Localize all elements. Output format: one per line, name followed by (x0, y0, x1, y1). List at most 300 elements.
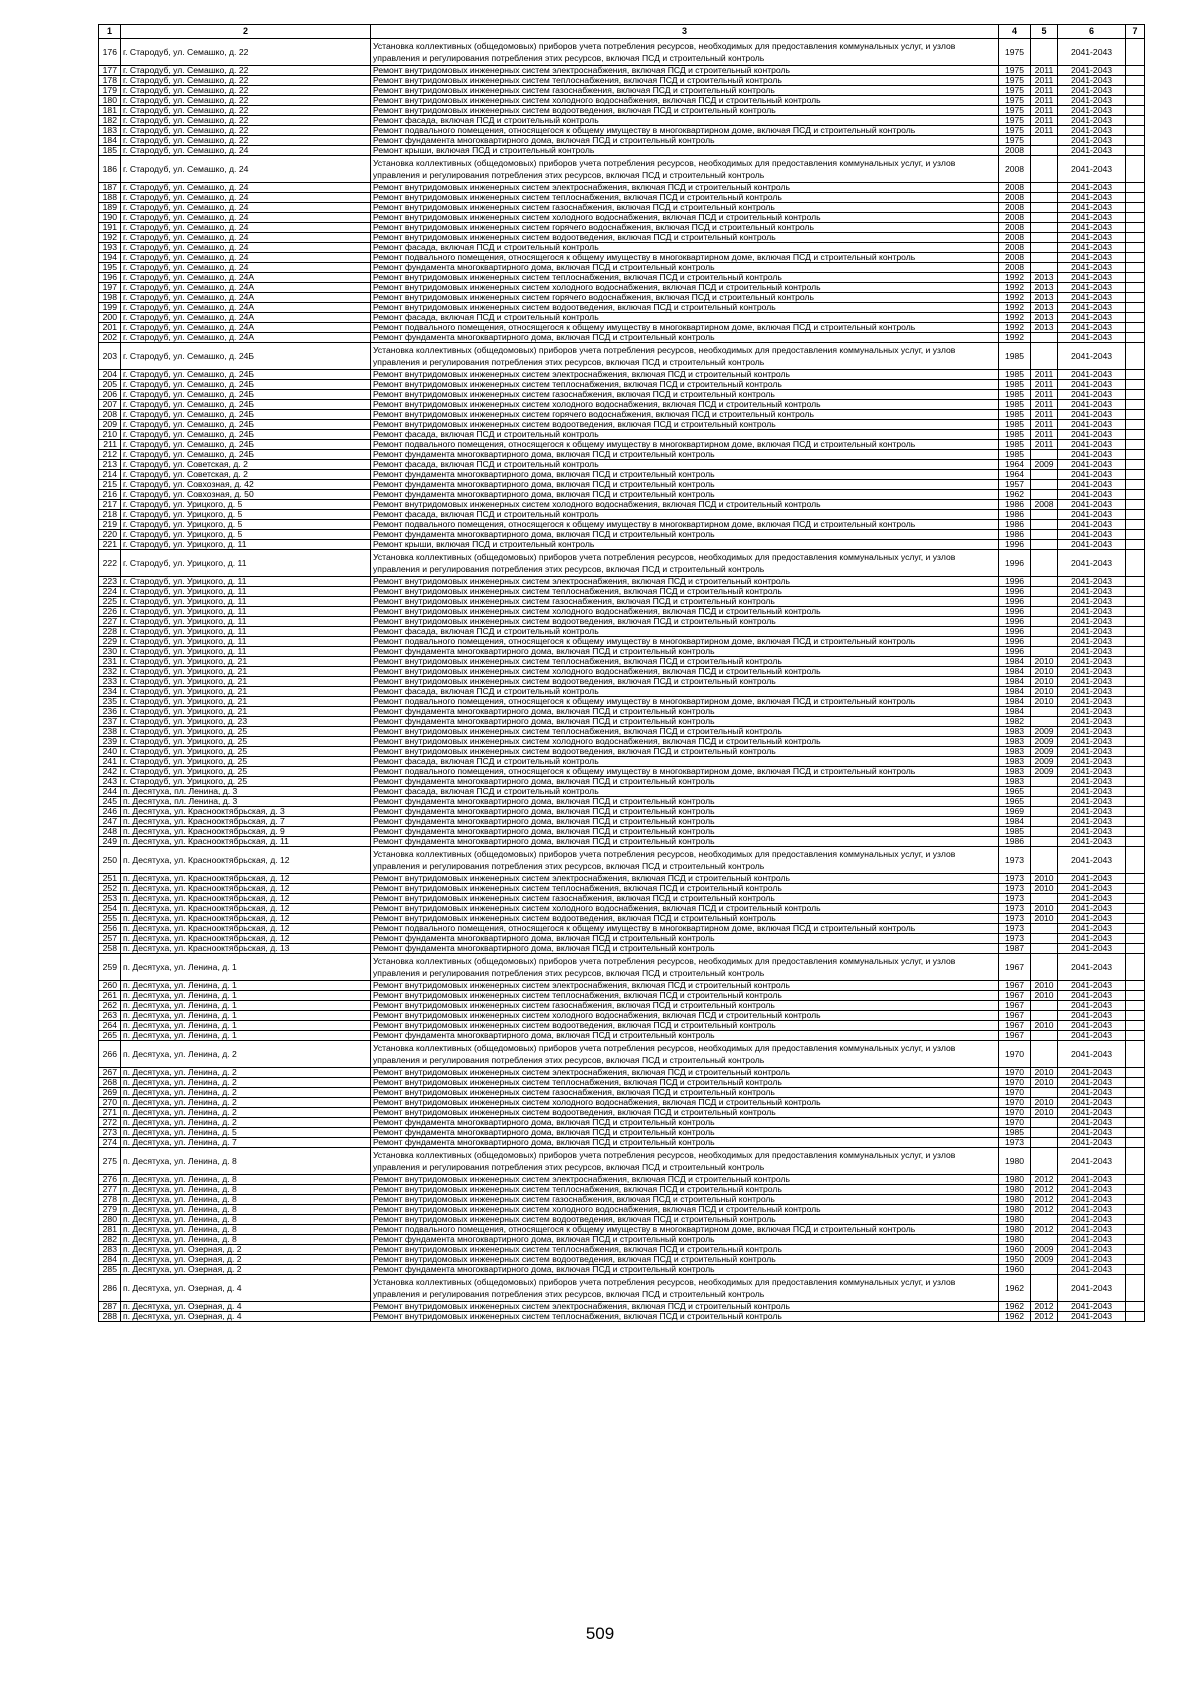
address-cell: г. Стародуб, ул. Урицкого, д. 21 (121, 697, 371, 707)
last-repair-year-cell (1031, 847, 1058, 874)
year-built-cell: 1980 (999, 1148, 1031, 1175)
table-row (99, 510, 1145, 520)
work-description-cell: Ремонт внутридомовых инженерных систем газоснабжения, включая ПСД и строительный контроль (371, 1088, 999, 1098)
row-number-cell: 235 (99, 697, 121, 707)
last-repair-year-cell (1031, 954, 1058, 981)
planned-period-cell: 2041-2043 (1058, 303, 1126, 313)
table-row (99, 1138, 1145, 1148)
year-built-cell: 1983 (999, 747, 1031, 757)
planned-period-cell: 2041-2043 (1058, 1312, 1126, 1322)
table-row (99, 1185, 1145, 1195)
planned-period-cell: 2041-2043 (1058, 39, 1126, 66)
row-number-cell: 261 (99, 991, 121, 1001)
work-description-cell: Установка коллективных (общедомовых) приборов учета потребления ресурсов, необходимых для предоставления коммунальных услуг, и узлов управления и регулирования потребления этих ресурсов, включая ПСД и строительный контроль (371, 39, 999, 66)
planned-period-cell: 2041-2043 (1058, 540, 1126, 550)
table-row (99, 1235, 1145, 1245)
row-number-cell: 288 (99, 1312, 121, 1322)
row-number-cell: 184 (99, 136, 121, 146)
work-description-cell: Ремонт подвального помещения, относящегося к общему имуществу в многоквартирном доме, включая ПСД и строительный контроль (371, 1225, 999, 1235)
table-row (99, 490, 1145, 500)
table-row (99, 460, 1145, 470)
row-number-cell: 254 (99, 904, 121, 914)
last-repair-year-cell (1031, 510, 1058, 520)
empty-cell (1126, 156, 1145, 183)
row-number-cell: 225 (99, 597, 121, 607)
work-description-cell: Установка коллективных (общедомовых) приборов учета потребления ресурсов, необходимых для предоставления коммунальных услуг, и узлов управления и регулирования потребления этих ресурсов, включая ПСД и строительный контроль (371, 847, 999, 874)
table-row (99, 1245, 1145, 1255)
table-row (99, 323, 1145, 333)
planned-period-cell: 2041-2043 (1058, 577, 1126, 587)
year-built-cell: 1980 (999, 1225, 1031, 1235)
address-cell: п. Десятуха, ул. Ленина, д. 1 (121, 981, 371, 991)
empty-cell (1126, 343, 1145, 370)
address-cell: г. Стародуб, ул. Семашко, д. 24Б (121, 440, 371, 450)
table-row (99, 116, 1145, 126)
row-number-cell: 195 (99, 263, 121, 273)
planned-period-cell: 2041-2043 (1058, 500, 1126, 510)
planned-period-cell: 2041-2043 (1058, 106, 1126, 116)
last-repair-year-cell: 2011 (1031, 410, 1058, 420)
address-cell: п. Десятуха, ул. Ленина, д. 1 (121, 991, 371, 1001)
work-description-cell: Ремонт фундамента многоквартирного дома, включая ПСД и строительный контроль (371, 707, 999, 717)
address-cell: п. Десятуха, ул. Озерная, д. 4 (121, 1275, 371, 1302)
year-built-cell: 1980 (999, 1205, 1031, 1215)
last-repair-year-cell (1031, 1088, 1058, 1098)
year-built-cell: 1970 (999, 1098, 1031, 1108)
table-row (99, 1031, 1145, 1041)
address-cell: г. Стародуб, ул. Урицкого, д. 21 (121, 667, 371, 677)
year-built-cell: 1973 (999, 904, 1031, 914)
row-number-cell: 229 (99, 637, 121, 647)
address-cell: г. Стародуб, ул. Урицкого, д. 5 (121, 520, 371, 530)
planned-period-cell: 2041-2043 (1058, 223, 1126, 233)
work-description-cell: Ремонт внутридомовых инженерных систем водоотведения, включая ПСД и строительный контроль (371, 747, 999, 757)
empty-cell (1126, 637, 1145, 647)
year-built-cell: 1960 (999, 1265, 1031, 1275)
work-description-cell: Установка коллективных (общедомовых) приборов учета потребления ресурсов, необходимых для предоставления коммунальных услуг, и узлов управления и регулирования потребления этих ресурсов, включая ПСД и строительный контроль (371, 954, 999, 981)
last-repair-year-cell (1031, 1148, 1058, 1175)
address-cell: г. Стародуб, ул. Семашко, д. 24А (121, 303, 371, 313)
work-description-cell: Ремонт внутридомовых инженерных систем водоотведения, включая ПСД и строительный контроль (371, 1021, 999, 1031)
year-built-cell: 1967 (999, 1001, 1031, 1011)
address-cell: п. Десятуха, ул. Ленина, д. 2 (121, 1108, 371, 1118)
address-cell: г. Стародуб, ул. Семашко, д. 24Б (121, 450, 371, 460)
row-number-cell: 215 (99, 480, 121, 490)
empty-cell (1126, 1245, 1145, 1255)
address-cell: п. Десятуха, ул. Краснооктябрьская, д. 12 (121, 914, 371, 924)
address-cell: г. Стародуб, ул. Семашко, д. 24Б (121, 380, 371, 390)
last-repair-year-cell: 2012 (1031, 1205, 1058, 1215)
year-built-cell: 1973 (999, 874, 1031, 884)
address-cell: п. Десятуха, пл. Ленина, д. 3 (121, 797, 371, 807)
last-repair-year-cell (1031, 146, 1058, 156)
last-repair-year-cell (1031, 136, 1058, 146)
row-number-cell: 257 (99, 934, 121, 944)
planned-period-cell: 2041-2043 (1058, 1255, 1126, 1265)
row-number-cell: 281 (99, 1225, 121, 1235)
table-row (99, 657, 1145, 667)
row-number-cell: 234 (99, 687, 121, 697)
planned-period-cell: 2041-2043 (1058, 617, 1126, 627)
row-number-cell: 284 (99, 1255, 121, 1265)
year-built-cell: 1960 (999, 1245, 1031, 1255)
year-built-cell: 1970 (999, 1078, 1031, 1088)
row-number-cell: 273 (99, 1128, 121, 1138)
address-cell: п. Десятуха, ул. Ленина, д. 2 (121, 1041, 371, 1068)
empty-cell (1126, 86, 1145, 96)
year-built-cell: 1983 (999, 727, 1031, 737)
row-number-cell: 223 (99, 577, 121, 587)
empty-cell (1126, 797, 1145, 807)
address-cell: г. Стародуб, ул. Урицкого, д. 11 (121, 607, 371, 617)
work-description-cell: Ремонт внутридомовых инженерных систем водоотведения, включая ПСД и строительный контроль (371, 420, 999, 430)
address-cell: п. Десятуха, ул. Ленина, д. 2 (121, 1068, 371, 1078)
last-repair-year-cell: 2010 (1031, 687, 1058, 697)
work-description-cell: Ремонт внутридомовых инженерных систем газоснабжения, включая ПСД и строительный контроль (371, 894, 999, 904)
last-repair-year-cell: 2011 (1031, 126, 1058, 136)
last-repair-year-cell (1031, 333, 1058, 343)
work-description-cell: Ремонт фасада, включая ПСД и строительный контроль (371, 243, 999, 253)
table-row (99, 39, 1145, 66)
planned-period-cell: 2041-2043 (1058, 1128, 1126, 1138)
planned-period-cell: 2041-2043 (1058, 924, 1126, 934)
work-description-cell: Ремонт внутридомовых инженерных систем электроснабжения, включая ПСД и строительный контроль (371, 981, 999, 991)
empty-cell (1126, 607, 1145, 617)
work-description-cell: Ремонт фундамента многоквартирного дома, включая ПСД и строительный контроль (371, 817, 999, 827)
planned-period-cell: 2041-2043 (1058, 717, 1126, 727)
address-cell: г. Стародуб, ул. Урицкого, д. 21 (121, 677, 371, 687)
empty-cell (1126, 647, 1145, 657)
address-cell: г. Стародуб, ул. Семашко, д. 24 (121, 183, 371, 193)
empty-cell (1126, 1255, 1145, 1265)
planned-period-cell: 2041-2043 (1058, 233, 1126, 243)
table-row (99, 156, 1145, 183)
work-description-cell: Ремонт внутридомовых инженерных систем холодного водоснабжения, включая ПСД и строительный контроль (371, 1098, 999, 1108)
address-cell: г. Стародуб, ул. Урицкого, д. 25 (121, 727, 371, 737)
year-built-cell: 1992 (999, 303, 1031, 313)
empty-cell (1126, 333, 1145, 343)
last-repair-year-cell: 2010 (1031, 1021, 1058, 1031)
address-cell: г. Стародуб, ул. Семашко, д. 24Б (121, 370, 371, 380)
last-repair-year-cell: 2010 (1031, 914, 1058, 924)
planned-period-cell: 2041-2043 (1058, 1138, 1126, 1148)
address-cell: г. Стародуб, ул. Семашко, д. 24А (121, 273, 371, 283)
empty-cell (1126, 944, 1145, 954)
address-cell: п. Десятуха, ул. Краснооктябрьская, д. 12 (121, 847, 371, 874)
row-number-cell: 187 (99, 183, 121, 193)
work-description-cell: Ремонт внутридомовых инженерных систем холодного водоснабжения, включая ПСД и строительный контроль (371, 500, 999, 510)
year-built-cell: 1980 (999, 1235, 1031, 1245)
last-repair-year-cell (1031, 1275, 1058, 1302)
last-repair-year-cell: 2010 (1031, 697, 1058, 707)
empty-cell (1126, 874, 1145, 884)
row-number-cell: 255 (99, 914, 121, 924)
table-row (99, 183, 1145, 193)
empty-cell (1126, 787, 1145, 797)
empty-cell (1126, 904, 1145, 914)
header-cell-5: 5 (1031, 25, 1058, 39)
last-repair-year-cell (1031, 607, 1058, 617)
planned-period-cell: 2041-2043 (1058, 1078, 1126, 1088)
planned-period-cell: 2041-2043 (1058, 657, 1126, 667)
year-built-cell: 1996 (999, 607, 1031, 617)
year-built-cell: 1973 (999, 847, 1031, 874)
last-repair-year-cell (1031, 253, 1058, 263)
address-cell: г. Стародуб, ул. Семашко, д. 24Б (121, 410, 371, 420)
empty-cell (1126, 667, 1145, 677)
work-description-cell: Ремонт фасада, включая ПСД и строительный контроль (371, 757, 999, 767)
work-description-cell: Ремонт фасада, включая ПСД и строительный контроль (371, 510, 999, 520)
last-repair-year-cell (1031, 1011, 1058, 1021)
empty-cell (1126, 39, 1145, 66)
empty-cell (1126, 847, 1145, 874)
planned-period-cell: 2041-2043 (1058, 430, 1126, 440)
row-number-cell: 267 (99, 1068, 121, 1078)
year-built-cell: 1996 (999, 637, 1031, 647)
row-number-cell: 259 (99, 954, 121, 981)
empty-cell (1126, 1185, 1145, 1195)
row-number-cell: 232 (99, 667, 121, 677)
empty-cell (1126, 707, 1145, 717)
planned-period-cell: 2041-2043 (1058, 550, 1126, 577)
table-row (99, 500, 1145, 510)
table-row (99, 1215, 1145, 1225)
planned-period-cell: 2041-2043 (1058, 767, 1126, 777)
planned-period-cell: 2041-2043 (1058, 627, 1126, 637)
empty-cell (1126, 954, 1145, 981)
address-cell: п. Десятуха, ул. Ленина, д. 2 (121, 1098, 371, 1108)
row-number-cell: 239 (99, 737, 121, 747)
address-cell: п. Десятуха, ул. Краснооктябрьская, д. 12 (121, 934, 371, 944)
table-row (99, 1205, 1145, 1215)
last-repair-year-cell (1031, 39, 1058, 66)
planned-period-cell: 2041-2043 (1058, 737, 1126, 747)
header-cell-1: 1 (99, 25, 121, 39)
row-number-cell: 244 (99, 787, 121, 797)
work-description-cell: Установка коллективных (общедомовых) приборов учета потребления ресурсов, необходимых для предоставления коммунальных услуг, и узлов управления и регулирования потребления этих ресурсов, включая ПСД и строительный контроль (371, 550, 999, 577)
planned-period-cell: 2041-2043 (1058, 607, 1126, 617)
table-row (99, 627, 1145, 637)
planned-period-cell: 2041-2043 (1058, 1148, 1126, 1175)
work-description-cell: Ремонт внутридомовых инженерных систем водоотведения, включая ПСД и строительный контроль (371, 106, 999, 116)
work-description-cell: Ремонт внутридомовых инженерных систем электроснабжения, включая ПСД и строительный контроль (371, 183, 999, 193)
table-row (99, 223, 1145, 233)
empty-cell (1126, 587, 1145, 597)
row-number-cell: 181 (99, 106, 121, 116)
empty-cell (1126, 1098, 1145, 1108)
empty-cell (1126, 530, 1145, 540)
last-repair-year-cell (1031, 1235, 1058, 1245)
empty-cell (1126, 767, 1145, 777)
table-row (99, 1148, 1145, 1175)
last-repair-year-cell (1031, 827, 1058, 837)
work-description-cell: Ремонт внутридомовых инженерных систем водоотведения, включая ПСД и строительный контроль (371, 1108, 999, 1118)
table-row (99, 146, 1145, 156)
work-description-cell: Ремонт крыши, включая ПСД и строительный контроль (371, 540, 999, 550)
row-number-cell: 280 (99, 1215, 121, 1225)
row-number-cell: 256 (99, 924, 121, 934)
planned-period-cell: 2041-2043 (1058, 747, 1126, 757)
empty-cell (1126, 884, 1145, 894)
empty-cell (1126, 1148, 1145, 1175)
table-row (99, 126, 1145, 136)
header-cell-6: 6 (1058, 25, 1126, 39)
work-description-cell: Ремонт внутридомовых инженерных систем горячего водоснабжения, включая ПСД и строительный контроль (371, 410, 999, 420)
address-cell: п. Десятуха, ул. Озерная, д. 4 (121, 1302, 371, 1312)
planned-period-cell: 2041-2043 (1058, 981, 1126, 991)
planned-period-cell: 2041-2043 (1058, 807, 1126, 817)
table-row (99, 253, 1145, 263)
year-built-cell: 1992 (999, 323, 1031, 333)
planned-period-cell: 2041-2043 (1058, 76, 1126, 86)
planned-period-cell: 2041-2043 (1058, 1011, 1126, 1021)
empty-cell (1126, 263, 1145, 273)
last-repair-year-cell (1031, 233, 1058, 243)
year-built-cell: 1980 (999, 1185, 1031, 1195)
row-number-cell: 265 (99, 1031, 121, 1041)
empty-cell (1126, 577, 1145, 587)
row-number-cell: 210 (99, 430, 121, 440)
last-repair-year-cell (1031, 617, 1058, 627)
empty-cell (1126, 293, 1145, 303)
planned-period-cell: 2041-2043 (1058, 894, 1126, 904)
row-number-cell: 285 (99, 1265, 121, 1275)
empty-cell (1126, 303, 1145, 313)
year-built-cell: 1962 (999, 490, 1031, 500)
empty-cell (1126, 597, 1145, 607)
address-cell: п. Десятуха, ул. Ленина, д. 2 (121, 1078, 371, 1088)
work-description-cell: Ремонт фундамента многоквартирного дома, включая ПСД и строительный контроль (371, 1118, 999, 1128)
planned-period-cell: 2041-2043 (1058, 313, 1126, 323)
year-built-cell: 1964 (999, 470, 1031, 480)
work-description-cell: Ремонт внутридомовых инженерных систем горячего водоснабжения, включая ПСД и строительный контроль (371, 223, 999, 233)
row-number-cell: 219 (99, 520, 121, 530)
year-built-cell: 1983 (999, 767, 1031, 777)
row-number-cell: 208 (99, 410, 121, 420)
planned-period-cell: 2041-2043 (1058, 213, 1126, 223)
table-row (99, 540, 1145, 550)
planned-period-cell: 2041-2043 (1058, 263, 1126, 273)
work-description-cell: Установка коллективных (общедомовых) приборов учета потребления ресурсов, необходимых для предоставления коммунальных услуг, и узлов управления и регулирования потребления этих ресурсов, включая ПСД и строительный контроль (371, 343, 999, 370)
row-number-cell: 217 (99, 500, 121, 510)
year-built-cell: 1984 (999, 697, 1031, 707)
planned-period-cell: 2041-2043 (1058, 787, 1126, 797)
last-repair-year-cell (1031, 343, 1058, 370)
address-cell: г. Стародуб, ул. Семашко, д. 24А (121, 293, 371, 303)
work-description-cell: Ремонт внутридомовых инженерных систем электроснабжения, включая ПСД и строительный контроль (371, 1068, 999, 1078)
table-row (99, 370, 1145, 380)
row-number-cell: 251 (99, 874, 121, 884)
planned-period-cell: 2041-2043 (1058, 991, 1126, 1001)
year-built-cell: 1973 (999, 1138, 1031, 1148)
table-row (99, 577, 1145, 587)
work-description-cell: Ремонт внутридомовых инженерных систем холодного водоснабжения, включая ПСД и строительный контроль (371, 607, 999, 617)
address-cell: г. Стародуб, ул. Семашко, д. 24 (121, 146, 371, 156)
table-row (99, 707, 1145, 717)
row-number-cell: 189 (99, 203, 121, 213)
address-cell: г. Стародуб, ул. Семашко, д. 24Б (121, 343, 371, 370)
address-cell: г. Стародуб, ул. Семашко, д. 22 (121, 76, 371, 86)
year-built-cell: 1986 (999, 837, 1031, 847)
planned-period-cell: 2041-2043 (1058, 697, 1126, 707)
planned-period-cell: 2041-2043 (1058, 727, 1126, 737)
address-cell: п. Десятуха, ул. Ленина, д. 8 (121, 1185, 371, 1195)
work-description-cell: Ремонт внутридомовых инженерных систем электроснабжения, включая ПСД и строительный контроль (371, 66, 999, 76)
planned-period-cell: 2041-2043 (1058, 193, 1126, 203)
table-row (99, 213, 1145, 223)
last-repair-year-cell (1031, 587, 1058, 597)
row-number-cell: 228 (99, 627, 121, 637)
work-description-cell: Ремонт фундамента многоквартирного дома, включая ПСД и строительный контроль (371, 1128, 999, 1138)
table-row (99, 874, 1145, 884)
work-description-cell: Ремонт фасада, включая ПСД и строительный контроль (371, 313, 999, 323)
work-description-cell: Ремонт подвального помещения, относящегося к общему имуществу в многоквартирном доме, включая ПСД и строительный контроль (371, 697, 999, 707)
planned-period-cell: 2041-2043 (1058, 440, 1126, 450)
year-built-cell: 1996 (999, 550, 1031, 577)
planned-period-cell: 2041-2043 (1058, 837, 1126, 847)
address-cell: п. Десятуха, ул. Ленина, д. 1 (121, 954, 371, 981)
row-number-cell: 213 (99, 460, 121, 470)
register-sheet (98, 24, 1144, 1322)
last-repair-year-cell: 2012 (1031, 1312, 1058, 1322)
table-row (99, 894, 1145, 904)
row-number-cell: 220 (99, 530, 121, 540)
year-built-cell: 1987 (999, 944, 1031, 954)
empty-cell (1126, 273, 1145, 283)
empty-cell (1126, 490, 1145, 500)
last-repair-year-cell (1031, 480, 1058, 490)
row-number-cell: 204 (99, 370, 121, 380)
address-cell: п. Десятуха, ул. Краснооктябрьская, д. 7 (121, 817, 371, 827)
table-row (99, 757, 1145, 767)
empty-cell (1126, 727, 1145, 737)
empty-cell (1126, 193, 1145, 203)
last-repair-year-cell: 2009 (1031, 747, 1058, 757)
empty-cell (1126, 1138, 1145, 1148)
address-cell: п. Десятуха, ул. Краснооктябрьская, д. 12 (121, 884, 371, 894)
work-description-cell: Установка коллективных (общедомовых) приборов учета потребления ресурсов, необходимых для предоставления коммунальных услуг, и узлов управления и регулирования потребления этих ресурсов, включая ПСД и строительный контроль (371, 1275, 999, 1302)
table-row (99, 410, 1145, 420)
last-repair-year-cell (1031, 707, 1058, 717)
last-repair-year-cell (1031, 203, 1058, 213)
year-built-cell: 1985 (999, 410, 1031, 420)
address-cell: г. Стародуб, ул. Урицкого, д. 11 (121, 550, 371, 577)
year-built-cell: 1973 (999, 924, 1031, 934)
last-repair-year-cell (1031, 540, 1058, 550)
planned-period-cell: 2041-2043 (1058, 687, 1126, 697)
work-description-cell: Ремонт фундамента многоквартирного дома, включая ПСД и строительный контроль (371, 647, 999, 657)
last-repair-year-cell (1031, 894, 1058, 904)
year-built-cell: 1982 (999, 717, 1031, 727)
address-cell: г. Стародуб, ул. Урицкого, д. 11 (121, 647, 371, 657)
table-row (99, 480, 1145, 490)
year-built-cell: 2008 (999, 193, 1031, 203)
year-built-cell: 1973 (999, 934, 1031, 944)
work-description-cell: Ремонт крыши, включая ПСД и строительный контроль (371, 146, 999, 156)
row-number-cell: 192 (99, 233, 121, 243)
work-description-cell: Ремонт фундамента многоквартирного дома, включая ПСД и строительный контроль (371, 490, 999, 500)
table-row (99, 934, 1145, 944)
last-repair-year-cell (1031, 183, 1058, 193)
empty-cell (1126, 807, 1145, 817)
work-description-cell: Ремонт подвального помещения, относящегося к общему имуществу в многоквартирном доме, включая ПСД и строительный контроль (371, 126, 999, 136)
table-row (99, 884, 1145, 894)
empty-cell (1126, 827, 1145, 837)
row-number-cell: 216 (99, 490, 121, 500)
year-built-cell: 1992 (999, 273, 1031, 283)
address-cell: п. Десятуха, ул. Ленина, д. 2 (121, 1088, 371, 1098)
header-row (99, 25, 1145, 39)
